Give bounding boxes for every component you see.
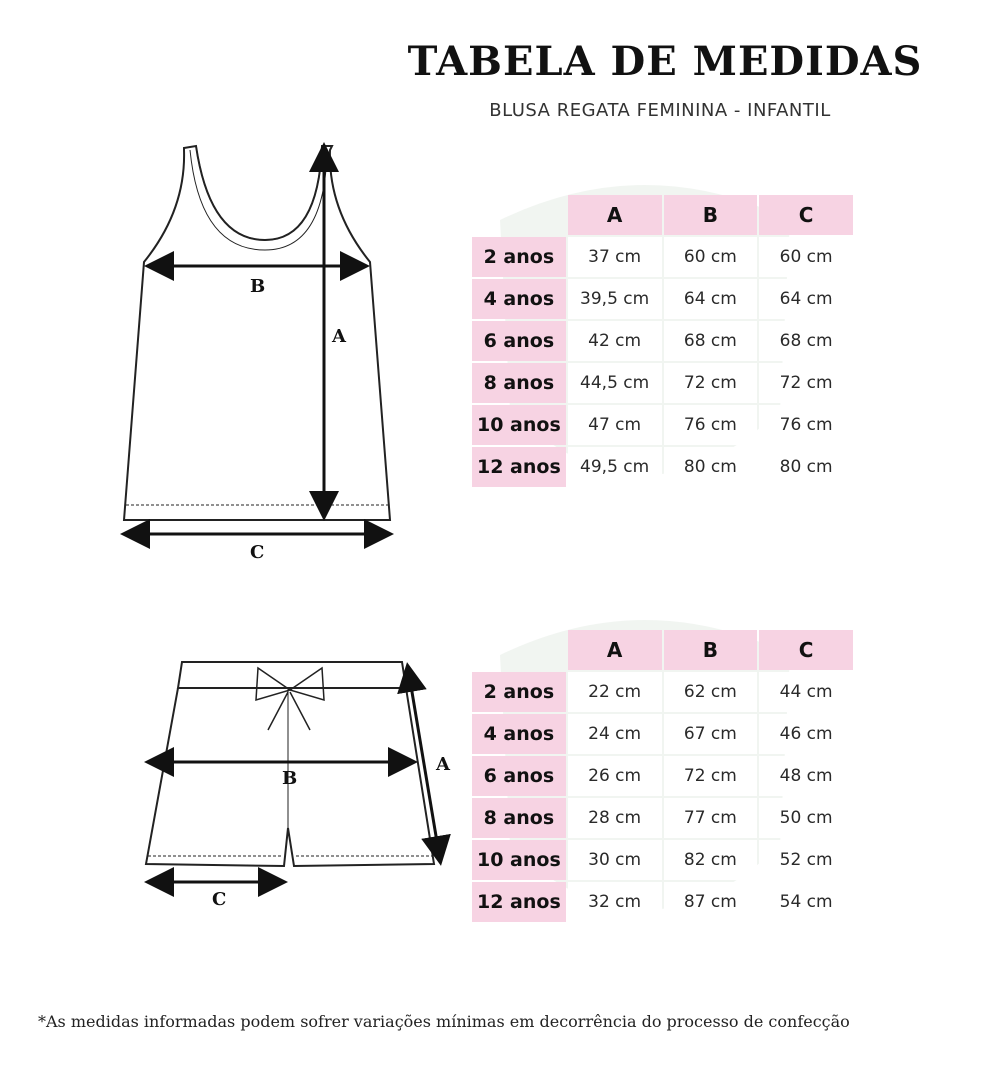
measure-c: 46 cm [759,714,853,754]
table-row [472,840,853,880]
size-label: 10 anos [472,405,566,445]
column-header-b: B [664,195,758,235]
tank-label-b: B [250,276,266,297]
measure-c: 48 cm [759,756,853,796]
tank-label-c: C [250,542,265,563]
measure-c: 60 cm [759,237,853,277]
measure-b: 80 cm [664,447,758,487]
measure-c: 72 cm [759,363,853,403]
measure-b: 72 cm [664,756,758,796]
measure-b: 72 cm [664,363,758,403]
column-header-b: B [664,630,758,670]
measure-c: 68 cm [759,321,853,361]
table-row [472,237,853,277]
garment-diagrams [0,0,470,1000]
column-header-c: C [759,195,853,235]
measure-c: 64 cm [759,279,853,319]
size-label: 8 anos [472,363,566,403]
size-label: 2 anos [472,672,566,712]
size-label: 10 anos [472,840,566,880]
table-row [472,321,853,361]
size-label: 2 anos [472,237,566,277]
measure-b: 77 cm [664,798,758,838]
tank-size-table [470,193,855,489]
measure-b: 64 cm [664,279,758,319]
measure-c: 52 cm [759,840,853,880]
measure-a: 22 cm [568,672,662,712]
shorts-label-c: C [212,889,227,910]
table-row [472,672,853,712]
size-label: 8 anos [472,798,566,838]
measure-b: 67 cm [664,714,758,754]
measure-c: 80 cm [759,447,853,487]
table-row [472,447,853,487]
size-label: 4 anos [472,714,566,754]
measure-c: 44 cm [759,672,853,712]
table-row [472,714,853,754]
shorts-drawing [146,662,434,866]
table-row [472,405,853,445]
measure-b: 87 cm [664,882,758,922]
measure-c: 54 cm [759,882,853,922]
measure-b: 76 cm [664,405,758,445]
table-row [472,882,853,922]
tank-label-a: A [332,326,346,347]
table-row [472,279,853,319]
measure-a: 24 cm [568,714,662,754]
table-row [472,798,853,838]
measure-a: 37 cm [568,237,662,277]
measure-b: 62 cm [664,672,758,712]
table-header-row [472,195,853,235]
table-row [472,363,853,403]
size-label: 6 anos [472,756,566,796]
page-subtitle: BLUSA REGATA FEMININA - INFANTIL [489,100,831,121]
size-label: 4 anos [472,279,566,319]
footnote: *As medidas informadas podem sofrer variações mínimas em decorrência do processo de confecção [38,1012,850,1031]
measure-c: 76 cm [759,405,853,445]
size-label: 12 anos [472,882,566,922]
measure-a: 28 cm [568,798,662,838]
measure-a: 26 cm [568,756,662,796]
column-header-a: A [568,630,662,670]
tank-top-drawing [124,146,390,520]
measure-b: 60 cm [664,237,758,277]
column-header-c: C [759,630,853,670]
measure-a: 30 cm [568,840,662,880]
measure-a: 49,5 cm [568,447,662,487]
measure-a: 39,5 cm [568,279,662,319]
measure-c: 50 cm [759,798,853,838]
table-header-row [472,630,853,670]
shorts-size-table [470,628,855,924]
size-label: 6 anos [472,321,566,361]
table-corner [472,195,566,235]
measure-a: 44,5 cm [568,363,662,403]
size-label: 12 anos [472,447,566,487]
measure-a: 42 cm [568,321,662,361]
measure-a: 32 cm [568,882,662,922]
measure-b: 82 cm [664,840,758,880]
page-title: TABELA DE MEDIDAS [407,38,923,85]
table-row [472,756,853,796]
shorts-label-a: A [436,754,450,775]
table-corner [472,630,566,670]
measure-a: 47 cm [568,405,662,445]
measure-b: 68 cm [664,321,758,361]
column-header-a: A [568,195,662,235]
shorts-label-b: B [282,768,298,789]
